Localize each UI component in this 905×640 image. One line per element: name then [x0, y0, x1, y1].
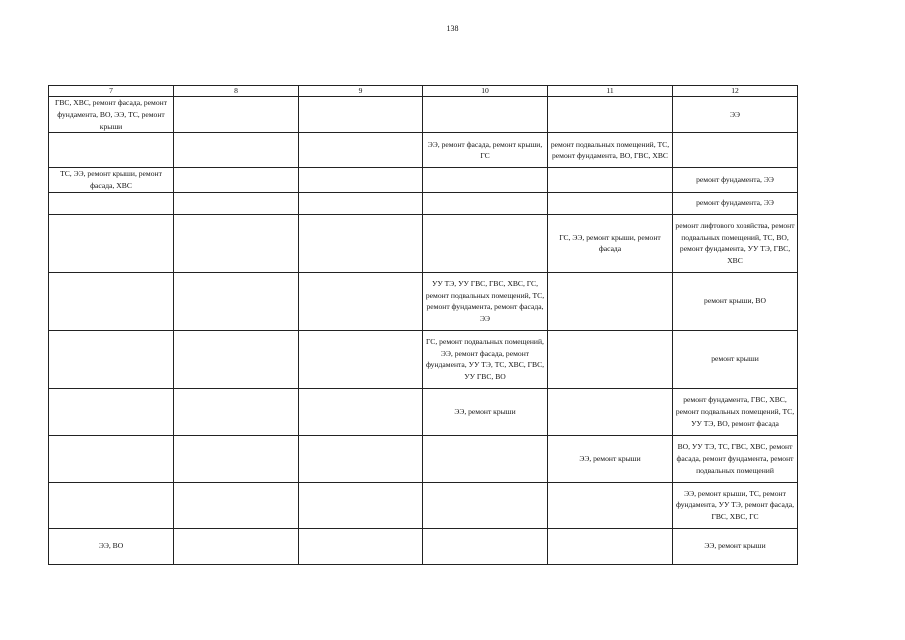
table-cell [49, 192, 174, 214]
table-cell [299, 133, 423, 168]
table-cell: ремонт фундамента, ГВС, ХВС, ремонт подвальных помещений, ТС, УУ ТЭ, ВО, ремонт фасада [673, 388, 798, 435]
table-cell [49, 133, 174, 168]
column-header: 10 [423, 86, 548, 97]
table-cell [548, 168, 673, 193]
table-cell: ЭЭ, ремонт крыши [423, 388, 548, 435]
table-cell [49, 214, 174, 272]
table-row [49, 192, 798, 214]
table-row [49, 214, 798, 272]
table-cell: ЭЭ, ремонт крыши [673, 528, 798, 564]
table-cell [49, 388, 174, 435]
table-cell: ЭЭ [673, 97, 798, 133]
table-cell [174, 168, 299, 193]
page-number: 138 [446, 24, 459, 33]
table-header-row [49, 86, 798, 97]
table-cell [174, 133, 299, 168]
table-cell [299, 168, 423, 193]
table-cell: ЭЭ, ремонт крыши, ТС, ремонт фундамента, УУ ТЭ, ремонт фасада, ГВС, ХВС, ГС [673, 482, 798, 528]
table-cell [548, 482, 673, 528]
table-cell: ремонт фундамента, ЭЭ [673, 168, 798, 193]
table-cell [174, 272, 299, 330]
table-cell [49, 435, 174, 482]
table-row [49, 272, 798, 330]
table-cell [174, 528, 299, 564]
column-header: 7 [49, 86, 174, 97]
table-cell: ЭЭ, ВО [49, 528, 174, 564]
table-cell [548, 192, 673, 214]
table-cell [548, 272, 673, 330]
table-cell: ГВС, ХВС, ремонт фасада, ремонт фундамента, ВО, ЭЭ, ТС, ремонт крыши [49, 97, 174, 133]
table-cell [299, 192, 423, 214]
table-cell: ремонт подвальных помещений, ТС, ремонт фундамента, ВО, ГВС, ХВС [548, 133, 673, 168]
table-row [49, 97, 798, 133]
table-cell [299, 482, 423, 528]
table-cell [423, 528, 548, 564]
table-row [49, 388, 798, 435]
table-row [49, 482, 798, 528]
table-cell [299, 330, 423, 388]
table-cell [423, 482, 548, 528]
table-cell [299, 97, 423, 133]
table-cell [174, 482, 299, 528]
table-cell [548, 528, 673, 564]
table-cell: УУ ТЭ, УУ ГВС, ГВС, ХВС, ГС, ремонт подвальных помещений, ТС, ремонт фундамента, ремонт фасада, ЭЭ [423, 272, 548, 330]
table-cell [673, 133, 798, 168]
table-cell [174, 435, 299, 482]
table-cell: ГС, ремонт подвальных помещений, ЭЭ, ремонт фасада, ремонт фундамента, УУ ТЭ, ТС, ХВС, ГВС, УУ ГВС, ВО [423, 330, 548, 388]
table-cell: ремонт лифтового хозяйства, ремонт подвальных помещений, ТС, ВО, ремонт фундамента, УУ ТЭ, ГВС, ХВС [673, 214, 798, 272]
table-cell [548, 97, 673, 133]
table-cell [174, 388, 299, 435]
table-cell [299, 435, 423, 482]
table-row [49, 435, 798, 482]
table-row [49, 330, 798, 388]
table-cell [423, 435, 548, 482]
column-header: 11 [548, 86, 673, 97]
table-cell [174, 97, 299, 133]
table-cell [423, 97, 548, 133]
table-cell: ремонт крыши, ВО [673, 272, 798, 330]
table-row [49, 133, 798, 168]
table-cell [299, 272, 423, 330]
works-table [48, 85, 798, 565]
table-cell [174, 330, 299, 388]
column-header: 9 [299, 86, 423, 97]
table-cell [174, 214, 299, 272]
column-header: 8 [174, 86, 299, 97]
table-cell: ЭЭ, ремонт крыши [548, 435, 673, 482]
table-cell [299, 388, 423, 435]
table-cell [299, 528, 423, 564]
table-cell: ЭЭ, ремонт фасада, ремонт крыши, ГС [423, 133, 548, 168]
table-cell: ГС, ЭЭ, ремонт крыши, ремонт фасада [548, 214, 673, 272]
table-cell [49, 330, 174, 388]
table-cell: ремонт фундамента, ЭЭ [673, 192, 798, 214]
table-cell [174, 192, 299, 214]
table-cell [49, 482, 174, 528]
table-row [49, 168, 798, 193]
table-cell [423, 192, 548, 214]
table-cell [299, 214, 423, 272]
column-header: 12 [673, 86, 798, 97]
table-cell: ремонт крыши [673, 330, 798, 388]
table-cell [548, 388, 673, 435]
table-cell: ВО, УУ ТЭ, ТС, ГВС, ХВС, ремонт фасада, ремонт фундамента, ремонт подвальных помещений [673, 435, 798, 482]
table-cell [49, 272, 174, 330]
table-cell [423, 168, 548, 193]
table-cell [548, 330, 673, 388]
table-cell: ТС, ЭЭ, ремонт крыши, ремонт фасада, ХВС [49, 168, 174, 193]
table-row [49, 528, 798, 564]
table-cell [423, 214, 548, 272]
